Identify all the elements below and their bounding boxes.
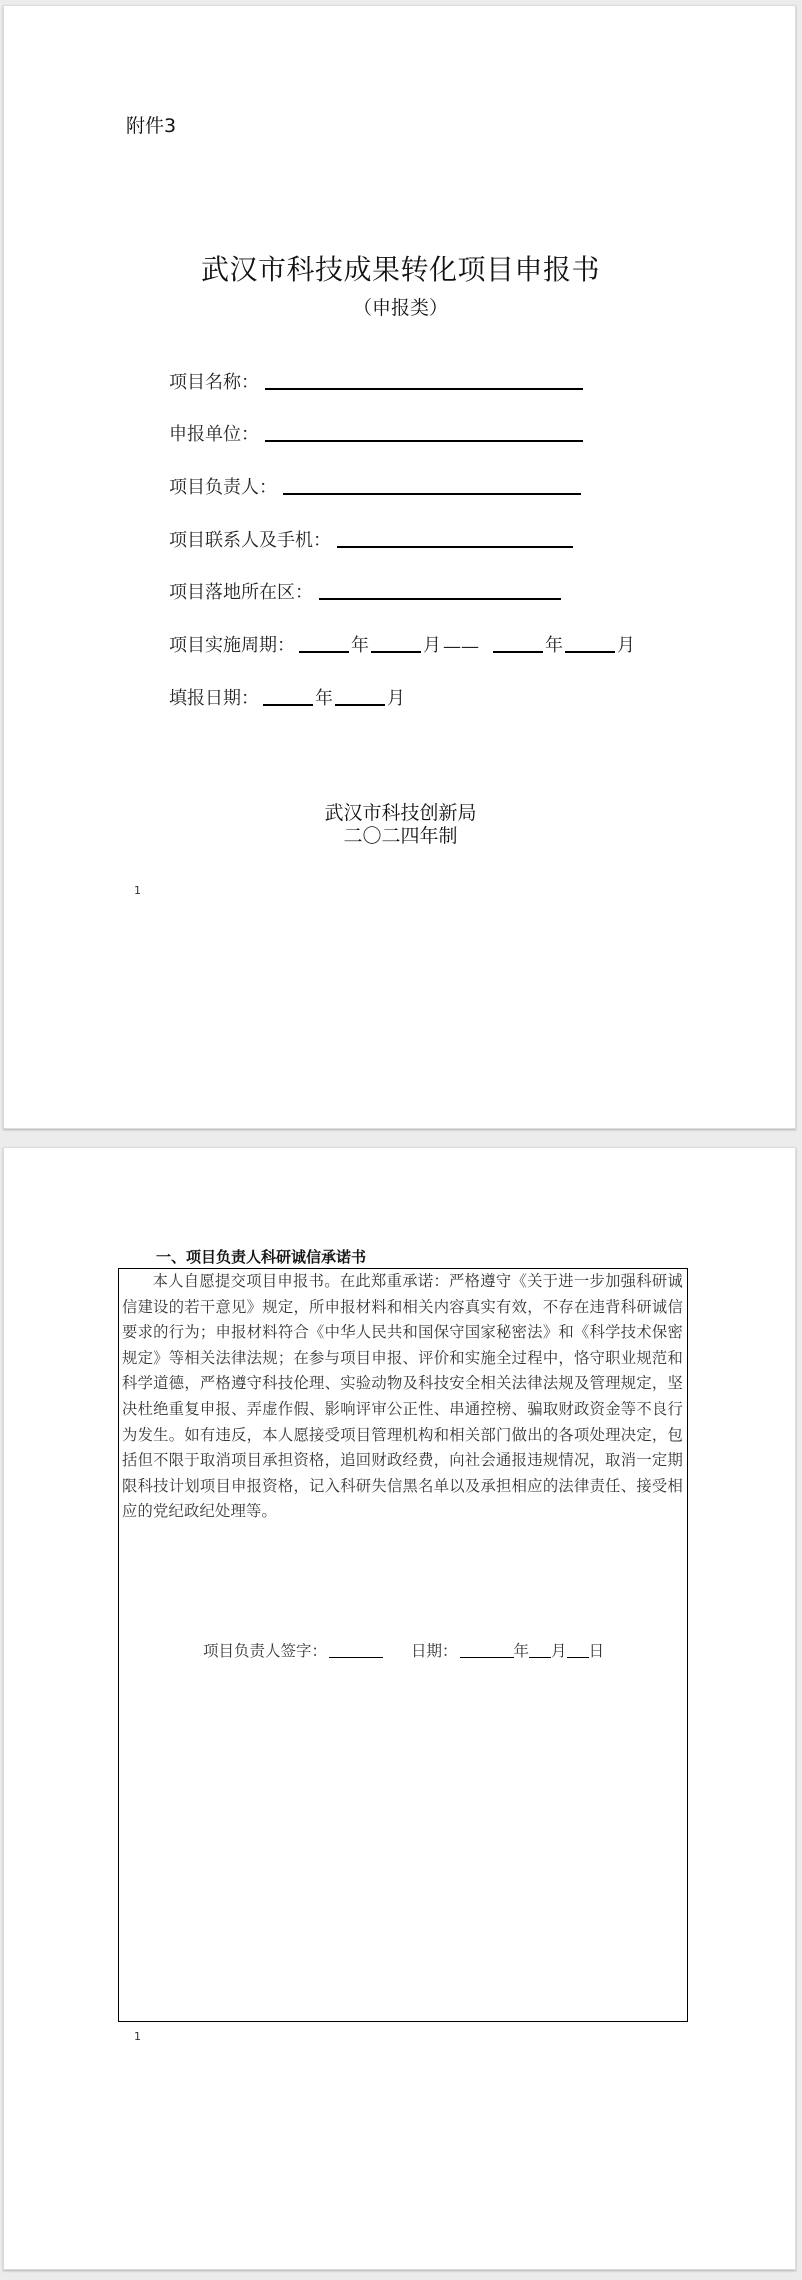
field-label: 项目名称： <box>169 372 259 393</box>
field-label: 项目落地所在区： <box>169 582 313 603</box>
signature-label: 项目负责人签字： <box>203 1642 328 1660</box>
field-applicant-unit <box>169 420 583 446</box>
field-implementation-period <box>169 631 637 657</box>
field-project-leader <box>169 473 581 499</box>
start-year-input[interactable] <box>299 650 349 653</box>
year-label: 年 <box>351 635 369 656</box>
sign-month-input[interactable] <box>529 1656 551 1658</box>
issuer-name: 武汉市科技创新局 <box>324 802 477 824</box>
fill-month-input[interactable] <box>335 703 385 706</box>
field-label: 申报单位： <box>169 424 259 445</box>
section-title: 一、项目负责人科研诚信承诺书 <box>156 1248 367 1266</box>
document-title: 武汉市科技成果转化项目申报书 <box>200 253 600 286</box>
month-label: 月 <box>551 1642 567 1660</box>
signature-row <box>203 1639 604 1661</box>
cover-page <box>3 5 796 1129</box>
field-label: 项目联系人及手机： <box>169 530 331 551</box>
page-number: 1 <box>134 884 141 897</box>
month-label: 月 <box>617 635 635 656</box>
project-district-input[interactable] <box>319 597 561 600</box>
day-label: 日 <box>588 1642 605 1660</box>
page-number: 1 <box>134 2030 141 2043</box>
issue-year: 二〇二四年制 <box>343 825 458 847</box>
attachment-label: 附件3 <box>126 115 177 137</box>
fill-year-input[interactable] <box>263 703 313 706</box>
field-label: 项目实施周期： <box>169 635 295 656</box>
field-fill-date <box>169 684 407 710</box>
date-label: 日期： <box>411 1642 458 1660</box>
field-project-name <box>169 368 583 394</box>
field-label: 项目负责人： <box>169 477 277 498</box>
commitment-box <box>118 1268 688 2022</box>
field-contact-phone <box>169 526 573 552</box>
end-month-input[interactable] <box>565 650 615 653</box>
signature-input[interactable] <box>329 1656 383 1658</box>
end-year-input[interactable] <box>493 650 543 653</box>
project-leader-input[interactable] <box>283 492 581 495</box>
sign-year-input[interactable] <box>460 1656 514 1658</box>
field-label: 填报日期： <box>169 688 259 709</box>
applicant-unit-input[interactable] <box>265 439 583 442</box>
project-name-input[interactable] <box>265 387 583 390</box>
year-label: 年 <box>315 688 333 709</box>
month-label: 月 <box>387 688 405 709</box>
contact-phone-input[interactable] <box>337 545 573 548</box>
field-project-district <box>169 578 561 604</box>
commitment-text: 本人自愿提交项目申报书。在此郑重承诺：严格遵守《关于进一步加强科研诚信建设的若干意见》规定，所申报材料和相关内容真实有效，不存在违背科研诚信要求的行为；申报材料符合《中华人民共和国保守国家秘密法》和《科学技术保密规定》等相关法律法规；在参与项目申报、评价和实施全过程中，恪守职业规范和科学道德，严格遵守科技伦理、实验动物及科技安全相关法律法规及管理规定，坚决杜绝重复申报、弄虚作假、影响评审公正性、串通控榜、骗取财政资金等不良行为发生。如有违反，本人愿接受项目管理机构和相关部门做出的各项处理决定，包括但不限于取消项目承担资格，追回财政经费，向社会通报违规情况，取消一定期限科技计划项目申报资格，记入科研失信黑名单以及承担相应的法律责任、接受相应的党纪政纪处理等。 <box>122 1272 683 1521</box>
document-subtitle: （申报类） <box>352 297 448 319</box>
month-label: 月 <box>423 635 441 656</box>
year-label: 年 <box>545 635 563 656</box>
year-label: 年 <box>513 1642 530 1660</box>
start-month-input[interactable] <box>371 650 421 653</box>
period-dash: —— <box>443 636 479 657</box>
commitment-page <box>3 1147 796 2270</box>
sign-day-input[interactable] <box>567 1656 589 1658</box>
